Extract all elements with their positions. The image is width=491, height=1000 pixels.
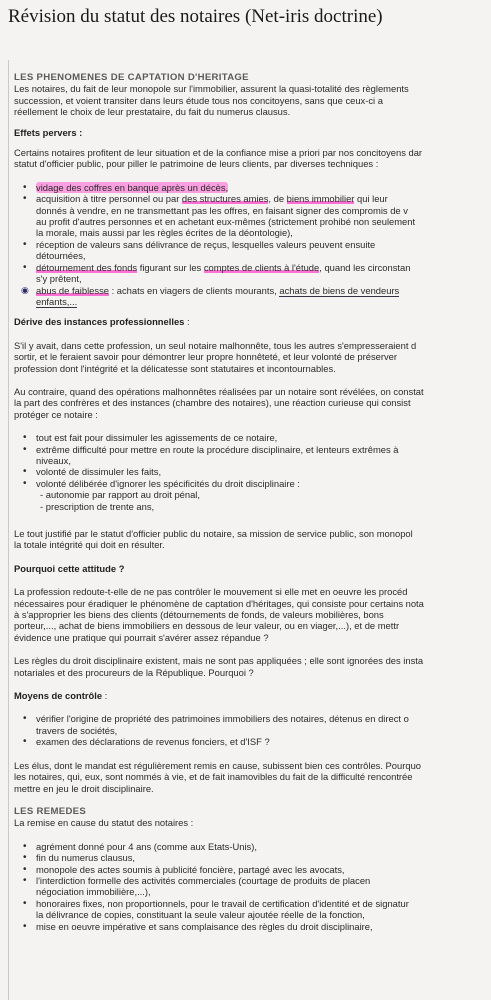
text-line: notariales et des procureurs de la République. Pourquoi ? bbox=[14, 666, 254, 678]
text-line: • vérifier l'origine de propriété des patrimoines immobiliers des notaires, détenus en direct o bbox=[36, 713, 409, 725]
text-line: Les règles du droit disciplinaire existent, mais ne sont pas appliquées ; elle sont ignorées des insta bbox=[14, 655, 424, 667]
text-span: figurant sur les bbox=[137, 261, 204, 273]
highlighted-text: abus de faiblesse bbox=[36, 284, 109, 296]
list-item bbox=[36, 262, 490, 285]
text-line: sortir, et le feraient savoir pour démontrer leur propre honnêteté, et leur volonté de préserver bbox=[14, 351, 398, 363]
text-line: à s'approprier les biens des clients (détournements de fonds, de valeurs mobilières, bons bbox=[14, 609, 384, 621]
page-title: Révision du statut des notaires (Net-iris doctrine) bbox=[8, 6, 383, 27]
paragraph-pourquoi-2 bbox=[14, 655, 490, 678]
section-heading-remedes: LES REMEDES bbox=[14, 805, 87, 817]
highlighted-text: détournement des fonds bbox=[36, 261, 138, 273]
list-item bbox=[36, 444, 490, 467]
highlighted-text: des structures amies bbox=[181, 193, 269, 205]
text-span: qui leur bbox=[354, 193, 388, 205]
text-line: les notaires, qui, eux, sont nommés à vie, et de fait inamovibles du fait de la difficulté rencontrée bbox=[14, 771, 413, 783]
subheading-moyens bbox=[14, 690, 490, 701]
text-line: S'il y avait, dans cette profession, un seul notaire malhonnête, tous les autres s'empresseraient d bbox=[14, 339, 417, 351]
list-moyens bbox=[14, 713, 490, 747]
text-line: nécessaires pour éradiquer le phénomène de captation d'héritages, qui consiste pour certains nota bbox=[14, 597, 424, 609]
subheading-text: Moyens de contrôle bbox=[14, 690, 103, 702]
text-line: protéger ce notaire : bbox=[14, 408, 98, 420]
text-line: la totale intégrité qui doit en résulter. bbox=[14, 539, 165, 551]
list-item bbox=[36, 285, 490, 308]
subheading-pourquoi: Pourquoi cette attitude ? bbox=[14, 562, 125, 574]
text-line: réellement le choix de leur prestataire, du fait du numerus clausus. bbox=[14, 106, 291, 118]
list-item bbox=[36, 193, 490, 239]
text-line bbox=[36, 296, 490, 307]
sub-item: - prescription de trente ans, bbox=[40, 500, 155, 512]
text-line: négociation immobilière,...), bbox=[36, 886, 151, 898]
text-span: : achats en viagers de clients mourants, bbox=[108, 284, 280, 296]
text-span: , quand les circonstan bbox=[319, 261, 411, 273]
text-line: Le tout justifié par le statut d'officier public du notaire, sa mission de service public, son monopol bbox=[14, 528, 413, 539]
text-line: Au contraire, quand des opérations malhonnêtes réalisées par un notaire sont révélées, on constat bbox=[14, 385, 424, 397]
list-item: • mise en oeuvre impérative et sans complaisance des règles du droit disciplinaire, bbox=[36, 921, 490, 932]
text-span: acquisition à titre personnel ou par bbox=[36, 193, 182, 205]
text-line: • volonté délibérée d'ignorer les spécificités du droit disciplinaire : bbox=[36, 477, 300, 489]
text-line: Les notaires, du fait de leur monopole sur l'immobilier, assurent la quasi-totalité des règlements bbox=[14, 83, 409, 95]
underlined-text: achats de biens de vendeurs bbox=[279, 284, 400, 296]
text-line: profession dont l'intégrité et la délicatesse sont statutaires et incontournables. bbox=[14, 362, 336, 374]
section-heading-captation: LES PHENOMENES DE CAPTATION D'HERITAGE bbox=[14, 72, 249, 83]
text-line: la part des confrères et des instances (chambre des notaires), une réaction curieuse qui consist bbox=[14, 397, 411, 409]
text-line: • réception de valeurs sans délivrance de reçus, lesquelles valeurs peuvent ensuite bbox=[36, 238, 376, 250]
paragraph-derive-1 bbox=[14, 340, 490, 374]
text-span: , de bbox=[268, 193, 287, 205]
text-line: mettre en jeu le droit disciplinaire. bbox=[14, 782, 154, 794]
list-item: • tout est fait pour dissimuler les agissements de ce notaire, bbox=[36, 432, 490, 443]
paragraph-intro bbox=[14, 83, 490, 117]
list-item: • examen des déclarations de revenus fonciers, et d'ISF ? bbox=[36, 736, 490, 747]
list-item bbox=[36, 478, 490, 512]
list-item bbox=[36, 875, 490, 898]
list-item: • agrément donné pour 4 ans (comme aux Etats-Unis), bbox=[36, 841, 490, 852]
text-line: • l'interdiction formelle des activités commerciales (courtage de produits de placen bbox=[36, 874, 371, 886]
list-item: • volonté de dissimuler les faits, bbox=[36, 466, 490, 477]
text-line: La profession redoute-t-elle de ne pas contrôler le mouvement si elle met en oeuvre les procéd bbox=[14, 586, 408, 598]
text-line: succession, et voient transiter dans leurs étude tous nos concitoyens, sans que ceux-ci a bbox=[14, 94, 383, 106]
paragraph-derive-2 bbox=[14, 386, 490, 420]
paragraph-pourquoi-1 bbox=[14, 586, 490, 643]
paragraph-effets bbox=[14, 147, 490, 170]
text-line: Certains notaires profitent de leur situation et de la confiance mise a priori par nos concitoyens dar bbox=[14, 147, 423, 159]
list-item bbox=[36, 898, 490, 921]
text-line: porteur,..., achat de biens immobiliers en dessous de leur valeur, ou en viager,...), et de mettr bbox=[14, 620, 400, 632]
text-line: Les élus, dont le mandat est régulièrement remis en cause, subissent bien ces contrôles. Pourquo bbox=[14, 759, 421, 771]
highlighted-text: comptes de clients à l'étude bbox=[203, 261, 320, 273]
highlighted-text: vidage des coffres en banque après un décès, bbox=[36, 181, 229, 193]
text-line: détournées, bbox=[36, 250, 86, 262]
text-line: la délivrance de copies, constituant la seule valeur ajoutée réelle de la fonction, bbox=[36, 909, 365, 921]
paragraph-moyens bbox=[14, 760, 490, 794]
text-line: La remise en cause du statut des notaires : bbox=[14, 817, 194, 829]
list-item: • monopole des actes soumis à publicité foncière, partagé avec les avocats, bbox=[36, 864, 490, 875]
text-line: statut d'officier public, pour piller le patrimoine de leurs clients, par diverses techniques : bbox=[14, 158, 379, 170]
list-effets bbox=[14, 182, 490, 307]
sub-item: - autonomie par rapport au droit pénal, bbox=[40, 489, 200, 501]
paragraph-derive-3 bbox=[14, 528, 490, 551]
article-body bbox=[14, 72, 490, 932]
text-line: au profit d'autres personnes et en achetant eux-mêmes (strictement prohibé non seulement bbox=[36, 216, 416, 228]
text-line: niveaux, bbox=[36, 454, 71, 466]
subheading-effets-pervers: Effets pervers : bbox=[14, 126, 83, 138]
list-derive bbox=[14, 432, 490, 512]
highlighted-text: biens immobilier bbox=[286, 193, 355, 205]
subheading-derive bbox=[14, 316, 490, 327]
text-span: : bbox=[102, 690, 108, 702]
text-line: la morale, mais aussi par les règles écrites de la déontologie), bbox=[36, 227, 293, 239]
list-item: • fin du numerus clausus, bbox=[36, 852, 490, 863]
list-item bbox=[36, 713, 490, 736]
text-line: s'y prêtent, bbox=[36, 273, 82, 285]
text-line: travers de sociétés, bbox=[36, 724, 118, 736]
subheading-text: Dérive des instances professionnelles bbox=[14, 316, 185, 328]
list-remedes bbox=[14, 841, 490, 932]
text-line: donnés à vendre, en ne transmettant pas les offres, en faisant signer des compromis de v bbox=[36, 204, 408, 216]
list-item bbox=[36, 182, 490, 193]
text-line: • extrême difficulté pour mettre en route la procédure disciplinaire, et lenteurs extrêmes à bbox=[36, 443, 399, 455]
list-item bbox=[36, 239, 490, 262]
text-span: : bbox=[184, 316, 190, 328]
underlined-text: enfants,... bbox=[36, 295, 78, 307]
text-line: évidence une pratique qui pourrait s'avérer assez répandue ? bbox=[14, 631, 269, 643]
text-line: • honoraires fixes, non proportionnels, pour le travail de certification d'identité et de signatur bbox=[36, 897, 409, 909]
